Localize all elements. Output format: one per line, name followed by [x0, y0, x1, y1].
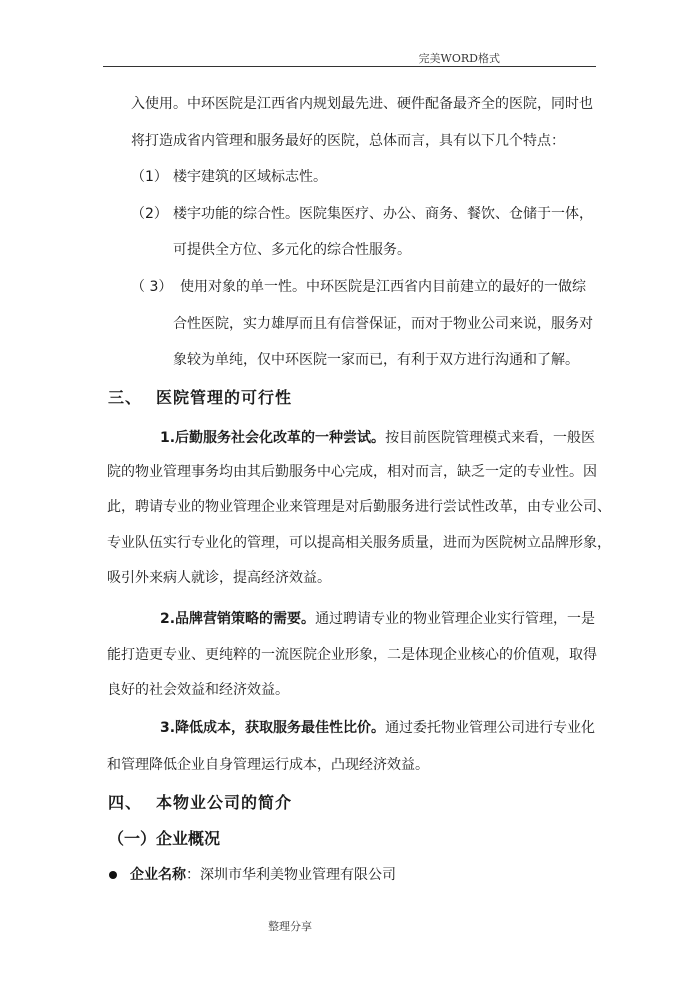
section-3-item-3-first-line	[160, 718, 595, 738]
section-3-item-3-first-text: 通过委托物业管理公司进行专业化	[385, 720, 596, 736]
section-3-item-2-line-3: 良好的社会效益和经济效益。	[107, 682, 289, 698]
company-name-value: ：深圳市华利美物业管理有限公司	[186, 867, 396, 883]
feature-2-line-1: 楼宇功能的综合性。医院集医疗、办公、商务、餐饮、仓储于一体，	[173, 206, 593, 222]
feature-3-line-2: 合性医院，实力雄厚而且有信誉保证，而对于物业公司来说，服务对	[173, 316, 593, 332]
feature-3-line-1: 使用对象的单一性。中环医院是江西省内目前建立的最好的一做综	[180, 279, 586, 295]
page-footer: 整理分享	[268, 920, 312, 933]
feature-2-line-2: 可提供全方位、多元化的综合性服务。	[173, 242, 411, 258]
feature-3-number: （ 3）	[131, 279, 173, 295]
header-rule	[103, 66, 596, 67]
section-4-number: 四、	[108, 793, 143, 812]
section-3-item-1-line-3: 此，聘请专业的物业管理企业来管理是对后勤服务进行尝试性改革，由专业公司、	[107, 499, 611, 515]
feature-3-line-3: 象较为单纯，仅中环医院一家而已，有利于双方进行沟通和了解。	[173, 352, 579, 368]
feature-2-number: （2）	[131, 206, 168, 222]
company-name-line	[130, 865, 396, 885]
feature-1-number: （1）	[131, 169, 168, 185]
section-3-title: 医院管理的可行性	[156, 388, 293, 407]
section-3-item-3-line-2: 和管理降低企业自身管理运行成本，凸现经济效益。	[107, 757, 429, 773]
section-3-item-2-first-text: 通过聘请专业的物业管理企业实行管理，一是	[315, 611, 596, 627]
section-3-item-3-lead: 3.降低成本，获取服务最佳性比价。	[160, 720, 386, 736]
bullet-dot-icon	[109, 871, 117, 879]
section-3-item-1-line-5: 吸引外来病人就诊，提高经济效益。	[107, 570, 331, 586]
section-3-item-1-line-4: 专业队伍实行专业化的管理，可以提高相关服务质量，进而为医院树立品牌形象，	[107, 535, 611, 551]
intro-line-2: 将打造成省内管理和服务最好的医院，总体而言，具有以下几个特点：	[131, 133, 565, 149]
section-3-item-1-first-line	[160, 428, 595, 448]
section-3-item-1-lead: 1.后勤服务社会化改革的一种尝试。	[160, 430, 386, 446]
section-3-item-1-line-2: 院的物业管理事务均由其后勤服务中心完成，相对而言，缺乏一定的专业性。因	[107, 464, 597, 480]
section-3-item-2-first-line	[160, 609, 595, 629]
section-3-number: 三、	[108, 388, 143, 407]
page-header: 完美WORD格式	[418, 52, 500, 65]
section-3-item-1-first-text: 按目前医院管理模式来看，一般医	[385, 430, 596, 446]
feature-1-line-1: 楼宇建筑的区域标志性。	[173, 169, 327, 185]
company-name-label: 企业名称	[130, 867, 186, 883]
section-4-title: 本物业公司的简介	[156, 793, 293, 812]
section-4-subheading: （一）企业概况	[108, 829, 221, 848]
intro-line-1: 入使用。中环医院是江西省内规划最先进、硬件配备最齐全的医院，同时也	[131, 96, 593, 112]
section-3-item-2-lead: 2.品牌营销策略的需要。	[160, 611, 316, 627]
section-3-item-2-line-2: 能打造更专业、更纯粹的一流医院企业形象，二是体现企业核心的价值观，取得	[107, 647, 597, 663]
